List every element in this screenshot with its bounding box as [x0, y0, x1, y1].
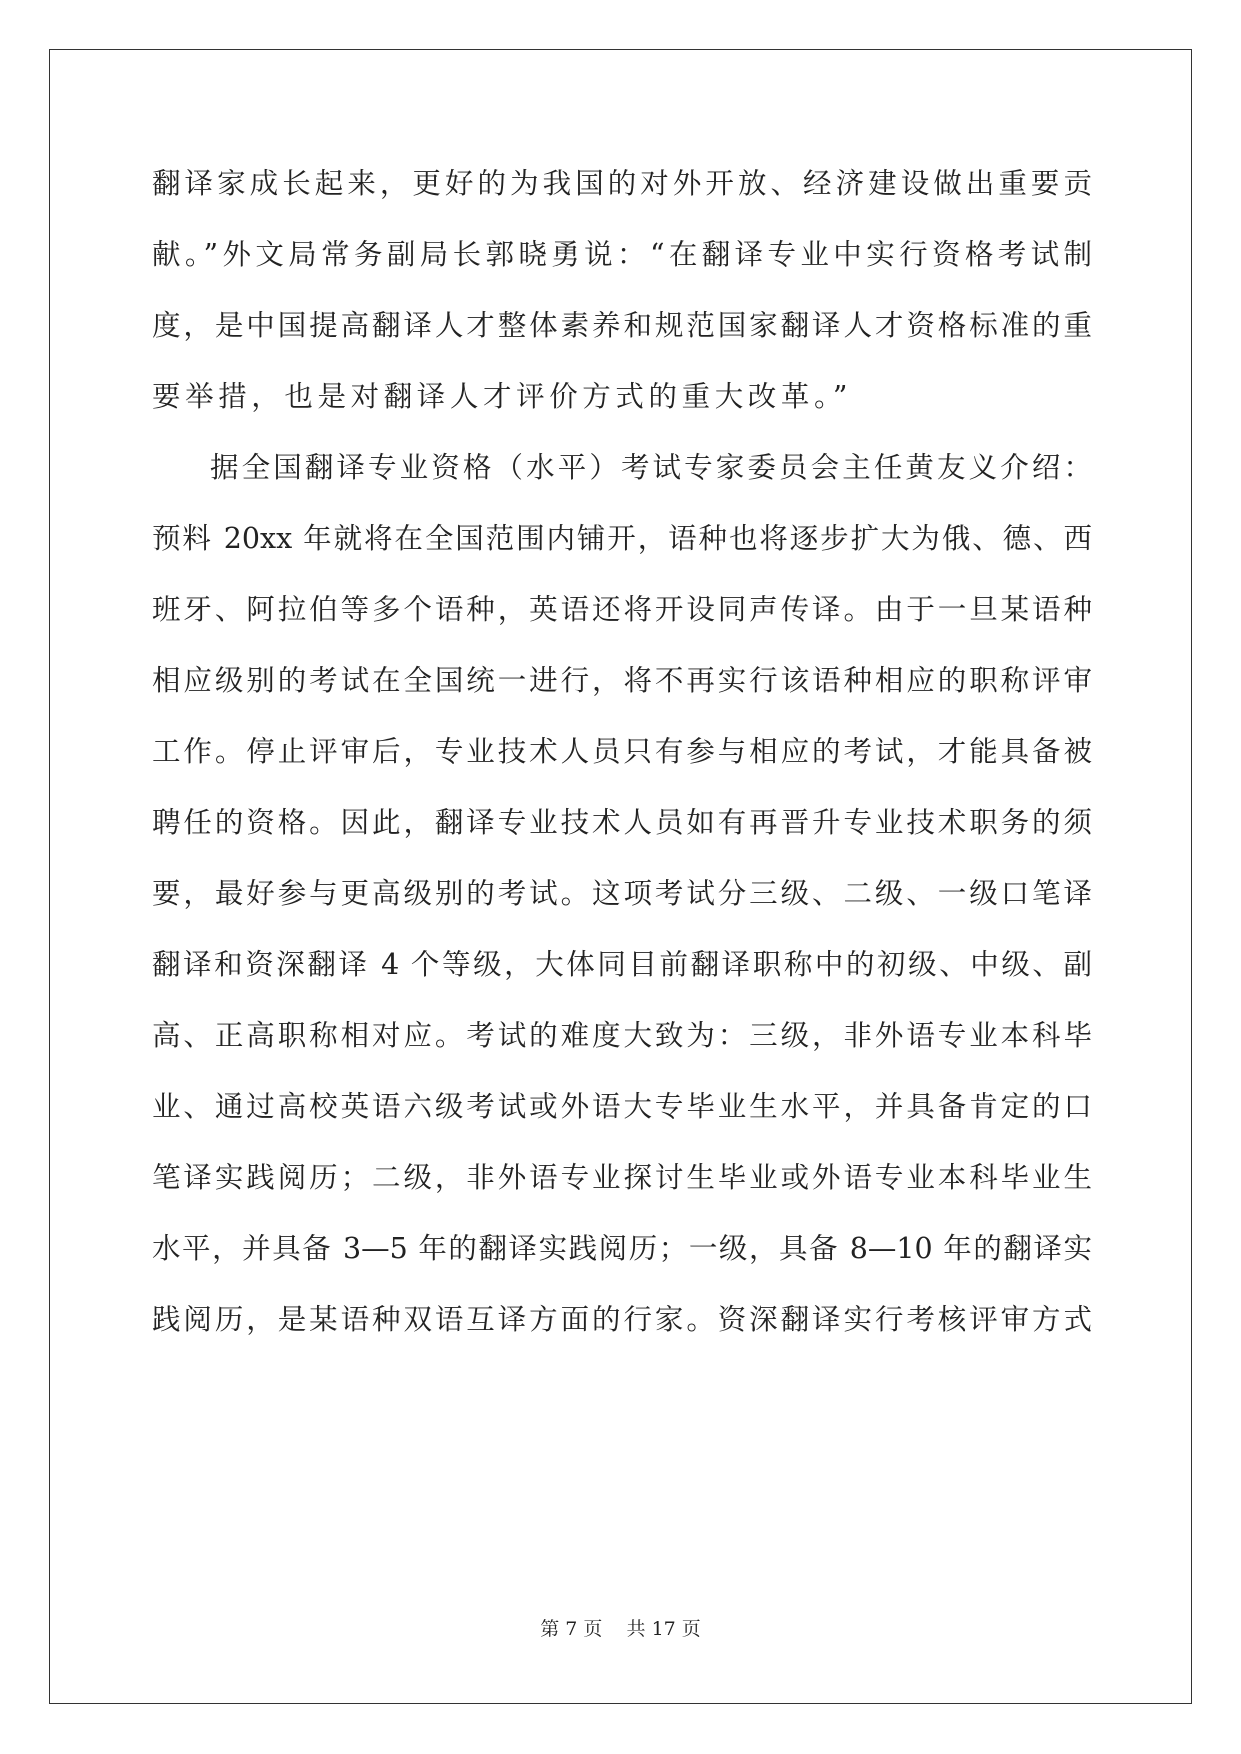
text-line: 笔译实践阅历；二级，非外语专业探讨生毕业或外语专业本科毕业生 — [152, 1161, 1092, 1194]
text-line: 献。”外文局常务副局长郭晓勇说：“在翻译专业中实行资格考试制 — [152, 238, 1092, 271]
page-number-footer: 第 7 页 共 17 页 — [540, 1618, 701, 1640]
text-line: 聘任的资格。因此，翻译专业技术人员如有再晋升专业技术职务的须 — [152, 806, 1092, 839]
document-body — [152, 148, 1092, 1355]
text-line: 要举措，也是对翻译人才评价方式的重大改革。” — [152, 380, 853, 413]
text-line: 度，是中国提高翻译人才整体素养和规范国家翻译人才资格标准的重 — [152, 309, 1092, 342]
text-line: 翻译和资深翻译 4 个等级，大体同目前翻译职称中的初级、中级、副 — [152, 948, 1092, 981]
text-line: 践阅历，是某语种双语互译方面的行家。资深翻译实行考核评审方式 — [152, 1303, 1092, 1336]
text-line: 翻译家成长起来，更好的为我国的对外开放、经济建设做出重要贡 — [152, 167, 1092, 200]
text-line: 高、正高职称相对应。考试的难度大致为：三级，非外语专业本科毕 — [152, 1019, 1092, 1052]
text-line: 预料 20xx 年就将在全国范围内铺开，语种也将逐步扩大为俄、德、西 — [152, 522, 1092, 555]
text-line: 相应级别的考试在全国统一进行，将不再实行该语种相应的职称评审 — [152, 664, 1092, 697]
text-line: 班牙、阿拉伯等多个语种，英语还将开设同声传译。由于一旦某语种 — [152, 593, 1092, 626]
text-line: 要，最好参与更高级别的考试。这项考试分三级、二级、一级口笔译 — [152, 877, 1092, 910]
paragraph-first-line: 据全国翻译专业资格（水平）考试专家委员会主任黄友义介绍： — [210, 451, 1092, 484]
text-line: 水平，并具备 3—5 年的翻译实践阅历；一级，具备 8—10 年的翻译实 — [152, 1232, 1092, 1265]
text-line: 工作。停止评审后，专业技术人员只有参与相应的考试，才能具备被 — [152, 735, 1092, 768]
text-line: 业、通过高校英语六级考试或外语大专毕业生水平，并具备肯定的口 — [152, 1090, 1092, 1123]
